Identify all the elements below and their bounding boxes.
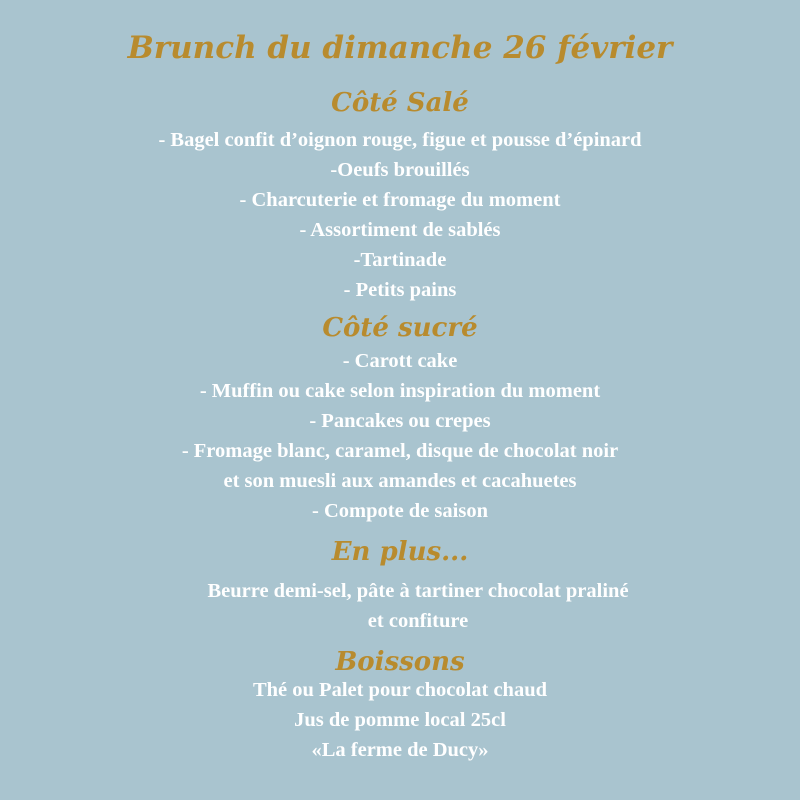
section-list-en-plus [18, 576, 800, 636]
section-title-cote-sale: Côté Salé [331, 88, 469, 118]
menu-item: Thé ou Palet pour chocolat chaud [252, 679, 548, 701]
menu-item: -Oeufs brouillés [330, 159, 470, 181]
page-title: Brunch du dimanche 26 février [127, 30, 673, 66]
menu-item: - Charcuterie et fromage du moment [239, 189, 561, 211]
menu-item: «La ferme de Ducy» [311, 739, 489, 761]
section-list-boissons [0, 675, 800, 765]
section-title-cote-sucre: Côté sucré [322, 313, 478, 343]
menu-item: - Petits pains [343, 279, 457, 301]
menu-item: Beurre demi-sel, pâte à tartiner chocolat praliné [207, 580, 629, 602]
section-title-boissons: Boissons [335, 647, 465, 677]
section-title-en-plus: En plus... [331, 537, 469, 567]
menu-item: -Tartinade [353, 249, 447, 271]
section-list-cote-sucre [0, 346, 800, 526]
menu-item: - Carott cake [342, 350, 458, 372]
section-list-cote-sale [0, 125, 800, 305]
menu-item: - Fromage blanc, caramel, disque de chocolat noir [181, 440, 619, 462]
menu-item: - Compote de saison [312, 500, 488, 522]
menu-item: - Bagel confit d’oignon rouge, figue et pousse d’épinard [158, 129, 642, 151]
menu-item: - Assortiment de sablés [299, 219, 501, 241]
menu-item: - Muffin ou cake selon inspiration du moment [199, 380, 601, 402]
menu-item: et confiture [367, 610, 469, 632]
menu-item: et son muesli aux amandes et cacahuetes [223, 470, 577, 492]
menu-item: Jus de pomme local 25cl [294, 709, 506, 731]
menu-item: - Pancakes ou crepes [309, 410, 491, 432]
